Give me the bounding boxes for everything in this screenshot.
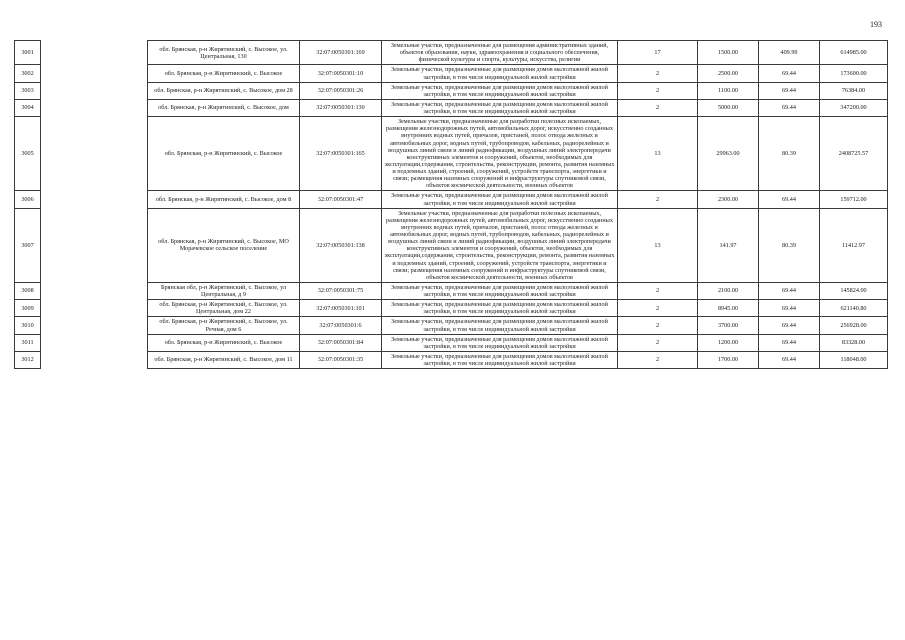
specific-value-cell: 80.39	[759, 208, 820, 282]
address-cell: обл. Брянская, р-н Жирятинский, с. Высокое, дом	[148, 99, 300, 116]
spacer-cell	[41, 99, 148, 116]
table-row	[15, 82, 888, 99]
area-cell: 141.97	[698, 208, 759, 282]
cadastral-value-cell: 347200.00	[820, 99, 888, 116]
specific-value-cell: 69.44	[759, 99, 820, 116]
spacer-cell	[41, 351, 148, 368]
cadastral-number-cell: 32:07:0050301:6	[300, 317, 382, 334]
table-row	[15, 334, 888, 351]
spacer-cell	[41, 334, 148, 351]
table-row	[15, 282, 888, 299]
land-purpose-cell: Земельные участки, предназначенные для размещения домов малоэтажной жилой застройки, в том числе индивидуальной жилой застройки	[382, 334, 618, 351]
specific-value-cell: 80.39	[759, 117, 820, 191]
cadastral-value-cell: 2408725.57	[820, 117, 888, 191]
spacer-cell	[41, 300, 148, 317]
row-number-cell: 3001	[15, 41, 41, 65]
address-cell: обл. Брянская, р-н Жирятинский, с. Высокое	[148, 65, 300, 82]
row-number-cell: 3010	[15, 317, 41, 334]
cadastral-value-cell: 621140.80	[820, 300, 888, 317]
cadastral-value-cell: 118048.00	[820, 351, 888, 368]
row-number-cell: 3012	[15, 351, 41, 368]
land-purpose-cell: Земельные участки, предназначенные для размещения домов малоэтажной жилой застройки, в том числе индивидуальной жилой застройки	[382, 82, 618, 99]
group-cell: 2	[618, 99, 698, 116]
row-number-cell: 3007	[15, 208, 41, 282]
cadastral-value-cell: 76384.00	[820, 82, 888, 99]
group-cell: 2	[618, 82, 698, 99]
group-cell: 17	[618, 41, 698, 65]
area-cell: 1200.00	[698, 334, 759, 351]
row-number-cell: 3002	[15, 65, 41, 82]
address-cell: обл. Брянская, р-н Жирятинский, с. Высокое	[148, 117, 300, 191]
land-purpose-cell: Земельные участки, предназначенные для размещения домов малоэтажной жилой застройки, в том числе индивидуальной жилой застройки	[382, 191, 618, 208]
land-purpose-cell: Земельные участки, предназначенные для размещения административных зданий, объектов образования, науки, здравоохранения и социального обеспечения, физической культуры и спорта, культуры, искусства, религии	[382, 41, 618, 65]
row-number-cell: 3008	[15, 282, 41, 299]
group-cell: 2	[618, 334, 698, 351]
page-number: 193	[870, 20, 882, 29]
land-purpose-cell: Земельные участки, предназначенные для разработки полезных ископаемых, размещения железнодорожных путей, автомобильных дорог, искусственно созданных внутренних водных путей, причалов, пристаней, полос отвода железных и автомобильных дорог, водных путей, трубопроводов, кабельных, радиорелейных и воздушных линий связи и линий радиофикации, воздушных линий электропередачи конструктивных элементов и сооружений, объектов, необходимых для эксплуатации,содержания, строительства, реконструкции, ремонта, развития наземных и подземных зданий, строений, сооружений, устройств транспорта, энергетики и связи; размещения наземных сооружений и инфраструктуры спутниковой связи, объектов космической деятельности, военных объектов	[382, 208, 618, 282]
cadastral-value-cell: 83328.00	[820, 334, 888, 351]
group-cell: 2	[618, 317, 698, 334]
area-cell: 1100.00	[698, 82, 759, 99]
cadastral-number-cell: 32:07:0050301:47	[300, 191, 382, 208]
row-number-cell: 3009	[15, 300, 41, 317]
cadastral-number-cell: 32:07:0050301:138	[300, 208, 382, 282]
land-purpose-cell: Земельные участки, предназначенные для размещения домов малоэтажной жилой застройки, в том числе индивидуальной жилой застройки	[382, 99, 618, 116]
area-cell: 8945.00	[698, 300, 759, 317]
area-cell: 1500.00	[698, 41, 759, 65]
row-number-cell: 3004	[15, 99, 41, 116]
cadastral-number-cell: 32:07:0050301:26	[300, 82, 382, 99]
area-cell: 5000.00	[698, 99, 759, 116]
cadastral-number-cell: 32:07:0050301:84	[300, 334, 382, 351]
group-cell: 2	[618, 300, 698, 317]
address-cell: обл. Брянская, р-н Жирятинский, с. Высокое, ул. Центральная, дом 22	[148, 300, 300, 317]
table-row	[15, 41, 888, 65]
table-row	[15, 65, 888, 82]
cadastral-value-cell: 11412.97	[820, 208, 888, 282]
group-cell: 13	[618, 117, 698, 191]
spacer-cell	[41, 317, 148, 334]
specific-value-cell: 69.44	[759, 351, 820, 368]
table-body	[15, 41, 888, 369]
row-number-cell: 3003	[15, 82, 41, 99]
table-row	[15, 351, 888, 368]
address-cell: обл. Брянская, р-н Жирятинский, с. Высокое	[148, 334, 300, 351]
area-cell: 1700.00	[698, 351, 759, 368]
cadastral-number-cell: 32:07:0050301:101	[300, 300, 382, 317]
spacer-cell	[41, 117, 148, 191]
cadastral-value-cell: 256928.00	[820, 317, 888, 334]
spacer-cell	[41, 82, 148, 99]
cadastral-value-table	[14, 40, 888, 369]
spacer-cell	[41, 282, 148, 299]
cadastral-number-cell: 32:07:0050301:75	[300, 282, 382, 299]
row-number-cell: 3011	[15, 334, 41, 351]
table-row	[15, 208, 888, 282]
specific-value-cell: 69.44	[759, 282, 820, 299]
area-cell: 29963.00	[698, 117, 759, 191]
group-cell: 2	[618, 282, 698, 299]
spacer-cell	[41, 65, 148, 82]
specific-value-cell: 69.44	[759, 317, 820, 334]
group-cell: 2	[618, 351, 698, 368]
land-purpose-cell: Земельные участки, предназначенные для размещения домов малоэтажной жилой застройки, в том числе индивидуальной жилой застройки	[382, 65, 618, 82]
table-row	[15, 300, 888, 317]
specific-value-cell: 69.44	[759, 191, 820, 208]
area-cell: 2300.00	[698, 191, 759, 208]
land-purpose-cell: Земельные участки, предназначенные для размещения домов малоэтажной жилой застройки, в том числе индивидуальной жилой застройки	[382, 282, 618, 299]
spacer-cell	[41, 191, 148, 208]
table-row	[15, 317, 888, 334]
group-cell: 2	[618, 191, 698, 208]
address-cell: обл. Брянская, р-н Жирятинский, с. Высокое, дом 11	[148, 351, 300, 368]
area-cell: 2500.00	[698, 65, 759, 82]
specific-value-cell: 409.99	[759, 41, 820, 65]
table-row	[15, 191, 888, 208]
cadastral-number-cell: 32:07:0050301:169	[300, 41, 382, 65]
address-cell: Брянская обл, р-н Жирятинский, с. Высокое, ул Центральная, д 9	[148, 282, 300, 299]
address-cell: обл. Брянская, р-н Жирятинский, с. Высокое, дом 8	[148, 191, 300, 208]
cadastral-number-cell: 32:07:0050301:10	[300, 65, 382, 82]
cadastral-value-cell: 159712.00	[820, 191, 888, 208]
area-cell: 2100.00	[698, 282, 759, 299]
area-cell: 3700.00	[698, 317, 759, 334]
cadastral-value-cell: 173600.00	[820, 65, 888, 82]
cadastral-value-cell: 614985.00	[820, 41, 888, 65]
cadastral-value-cell: 145824.00	[820, 282, 888, 299]
specific-value-cell: 69.44	[759, 300, 820, 317]
land-purpose-cell: Земельные участки, предназначенные для разработки полезных ископаемых, размещения железнодорожных путей, автомобильных дорог, искусственно созданных внутренних водных путей, причалов, пристаней, полос отвода железных и автомобильных дорог, водных путей, трубопроводов, кабельных, радиорелейных и воздушных линий связи и линий радиофикации, воздушных линий электропередачи конструктивных элементов и сооружений, объектов, необходимых для эксплуатации,содержания, строительства, реконструкции, ремонта, развития наземных и подземных зданий, строений, сооружений, устройств транспорта, энергетики и связи; размещения наземных сооружений и инфраструктуры спутниковой связи, объектов космической деятельности, военных объектов	[382, 117, 618, 191]
land-purpose-cell: Земельные участки, предназначенные для размещения домов малоэтажной жилой застройки, в том числе индивидуальной жилой застройки	[382, 351, 618, 368]
land-purpose-cell: Земельные участки, предназначенные для размещения домов малоэтажной жилой застройки, в том числе индивидуальной жилой застройки	[382, 317, 618, 334]
cadastral-number-cell: 32:07:0050301:165	[300, 117, 382, 191]
table-row	[15, 117, 888, 191]
address-cell: обл. Брянская, р-н Жирятинский, с. Высокое, МО Морачевское сельское поселение	[148, 208, 300, 282]
row-number-cell: 3006	[15, 191, 41, 208]
specific-value-cell: 69.44	[759, 82, 820, 99]
spacer-cell	[41, 208, 148, 282]
group-cell: 2	[618, 65, 698, 82]
row-number-cell: 3005	[15, 117, 41, 191]
group-cell: 13	[618, 208, 698, 282]
address-cell: обл. Брянская, р-н Жирятинский, с. Высокое, ул. Речная, дом 6	[148, 317, 300, 334]
cadastral-number-cell: 32:07:0050301:130	[300, 99, 382, 116]
address-cell: обл. Брянская, р-н Жирятинский, с. Высокое, дом 28	[148, 82, 300, 99]
land-purpose-cell: Земельные участки, предназначенные для размещения домов малоэтажной жилой застройки, в том числе индивидуальной жилой застройки	[382, 300, 618, 317]
specific-value-cell: 69.44	[759, 334, 820, 351]
specific-value-cell: 69.44	[759, 65, 820, 82]
address-cell: обл. Брянская, р-н Жирятинский, с. Высокое, ул. Центральная, 130	[148, 41, 300, 65]
cadastral-number-cell: 32:07:0050301:35	[300, 351, 382, 368]
spacer-cell	[41, 41, 148, 65]
table-row	[15, 99, 888, 116]
